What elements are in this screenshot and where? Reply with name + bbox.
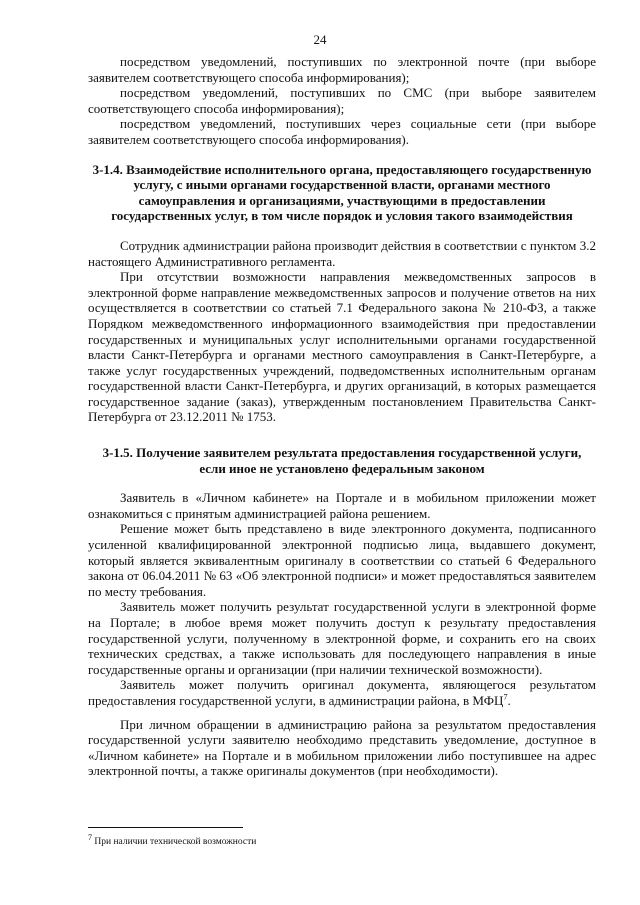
paragraph-text: Заявитель может получить оригинал документа, являющегося результатом предоставления государственной услуги, в администрации района, в МФЦ [88,677,596,708]
footnote-text: При наличии технической возможности [94,837,257,847]
footnote-number: 7 [88,832,92,842]
section-1-5-paragraph: Заявитель в «Личном кабинете» на Портале и в мобильном приложении может ознакомиться с принятым администрацией района решением. [88,490,596,521]
intro-paragraph-sms: посредством уведомлений, поступивших по СМС (при выборе заявителем соответствующего способа информирования); [88,85,596,116]
page-number: 24 [313,32,327,47]
section-1-5-paragraph: Заявитель может получить результат государственной услуги в электронной форме на Портале; в любое время может получить доступ к результату предоставления государственной услуги, полученному в электронной форме, и сохранить его на своих технических средствах, а также использовать для последующего направления в иные государственные органы и организации (при наличии технической возможности). [88,599,596,677]
intro-paragraph-email: посредством уведомлений, поступивших по электронной почте (при выборе заявителем соответствующего способа информирования); [88,54,596,85]
section-1-4-paragraph: Сотрудник администрации района производит действия в соответствии с пунктом 3.2 настоящего Административного регламента. [88,237,596,269]
footnote [88,832,596,848]
section-1-5-paragraph: Решение может быть представлено в виде электронного документа, подписанного усиленной квалифицированной электронной подписью лица, выдавшего документ, который является эквивалентным оригиналу в соответствии со статьей 6 Федерального закона от 06.04.2011 № 63 «Об электронной подписи» и может предоставляться заявителем по месту требования. [88,521,596,599]
section-1-5-heading: 3-1.5. Получение заявителем результата предоставления государственной услуги, если иное не установлено федеральным законом [102,445,582,476]
section-1-5-paragraph: При личном обращении в администрацию района за результатом предоставления государственной услуги заявителю необходимо представить уведомление, доступное в «Личном кабинете» на Портале и в мобильном приложении либо поступившее на адрес электронной почты, а также оригиналы документов (при необходимости). [88,716,596,779]
paragraph-end: . [507,692,511,708]
page-content [88,54,596,779]
footnote-divider [88,827,243,828]
section-1-4-heading: 3-1.4. Взаимодействие исполнительного органа, предоставляющего государственную услугу, с иными органами государственной власти, органами местного самоуправления и организациями, участвующими в предоставлении государственных услуг, в том числе порядок и условия такого взаимодействия [92,161,592,224]
section-1-5-paragraph-mfc [88,677,596,708]
footnote-reference[interactable]: 7 [503,692,508,702]
section-1-4-paragraph: При отсутствии возможности направления межведомственных запросов в электронной форме направление межведомственных запросов и получение ответов на них осуществляется в соответствии со статьей 7.1 Федерального закона № 210-ФЗ, а также Порядком межведомственного информационного взаимодействия при предоставлении государственных и муниципальных услуг исполнительными органами государственной власти Санкт-Петербурга и органами местного самоуправления в Санкт-Петербурге, а также услуг государственных учреждений, подведомственных исполнительным органам государственной власти Санкт-Петербурга, и других организаций, в которых размещается государственное задание (заказ), утвержденным постановлением Правительства Санкт-Петербурга от 23.12.2011 № 1753. [88,269,596,425]
intro-paragraph-social: посредством уведомлений, поступивших через социальные сети (при выборе заявителем соответствующего способа информирования). [88,116,596,147]
